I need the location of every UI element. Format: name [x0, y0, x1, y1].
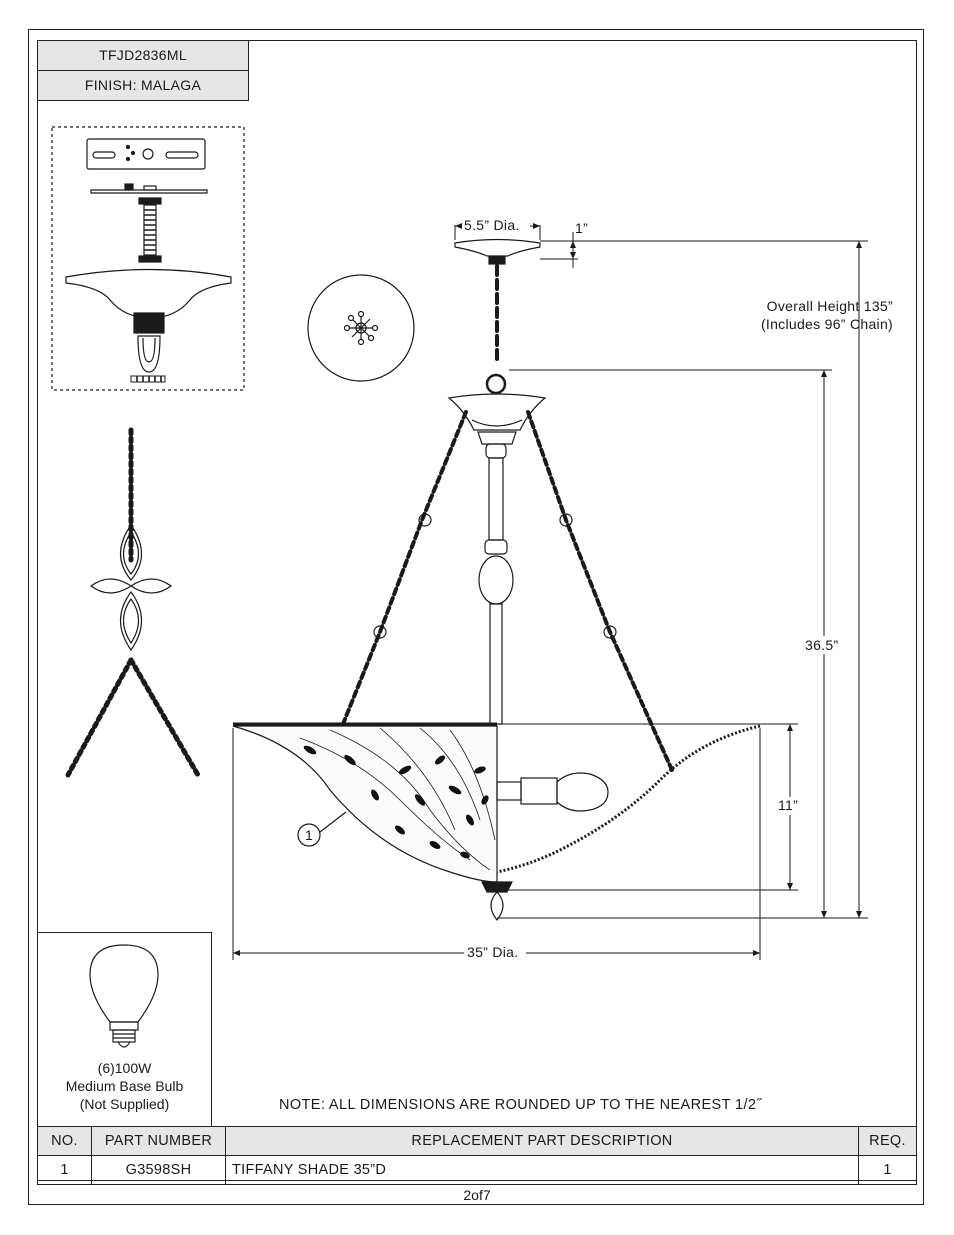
shade-dia-label: 35” Dia. — [467, 944, 519, 960]
dimension-note: NOTE: ALL DIMENSIONS ARE ROUNDED UP TO THE NEAREST 1/2˝ — [279, 1097, 762, 1113]
chain-ornament-detail — [68, 430, 198, 775]
canopy-height-label: 1” — [575, 220, 589, 236]
header-description: REPLACEMENT PART DESCRIPTION — [226, 1127, 859, 1156]
shade-height-label: 11” — [778, 797, 799, 813]
overall-height-label: Overall Height 135” — [766, 298, 893, 314]
header-no: NO. — [38, 1127, 92, 1156]
mounting-hardware-diagram — [52, 127, 244, 390]
bulb-wattage: (6)100W — [97, 1060, 152, 1076]
row-req: 1 — [859, 1156, 917, 1185]
dimension-lines — [233, 225, 868, 960]
row-no: 1 — [38, 1156, 92, 1185]
body-height-label: 36.5” — [805, 637, 839, 653]
bulb-base: Medium Base Bulb — [65, 1078, 184, 1094]
row-description: TIFFANY SHADE 35”D — [226, 1156, 859, 1185]
dimension-arrows — [233, 223, 862, 956]
fixture-elevation — [233, 240, 760, 921]
page-number: 2of7 — [463, 1187, 491, 1203]
header-part-number: PART NUMBER — [92, 1127, 226, 1156]
bulb-supplied-note: (Not Supplied) — [79, 1096, 170, 1112]
callout-number: 1 — [304, 827, 314, 843]
table-row — [38, 1156, 917, 1185]
row-part-number: G3598SH — [92, 1156, 226, 1185]
header-req: REQ. — [859, 1127, 917, 1156]
model-number: TFJD2836ML — [38, 41, 248, 71]
finish-label: FINISH: MALAGA — [84, 77, 202, 93]
canopy-dia-label: 5.5” Dia. — [464, 217, 520, 233]
bulb-info-box — [37, 932, 212, 1126]
chain-note-label: (Includes 96” Chain) — [760, 316, 893, 332]
parts-table — [37, 1126, 917, 1185]
parts-table-header — [38, 1127, 917, 1156]
canopy-top-view — [308, 275, 414, 381]
